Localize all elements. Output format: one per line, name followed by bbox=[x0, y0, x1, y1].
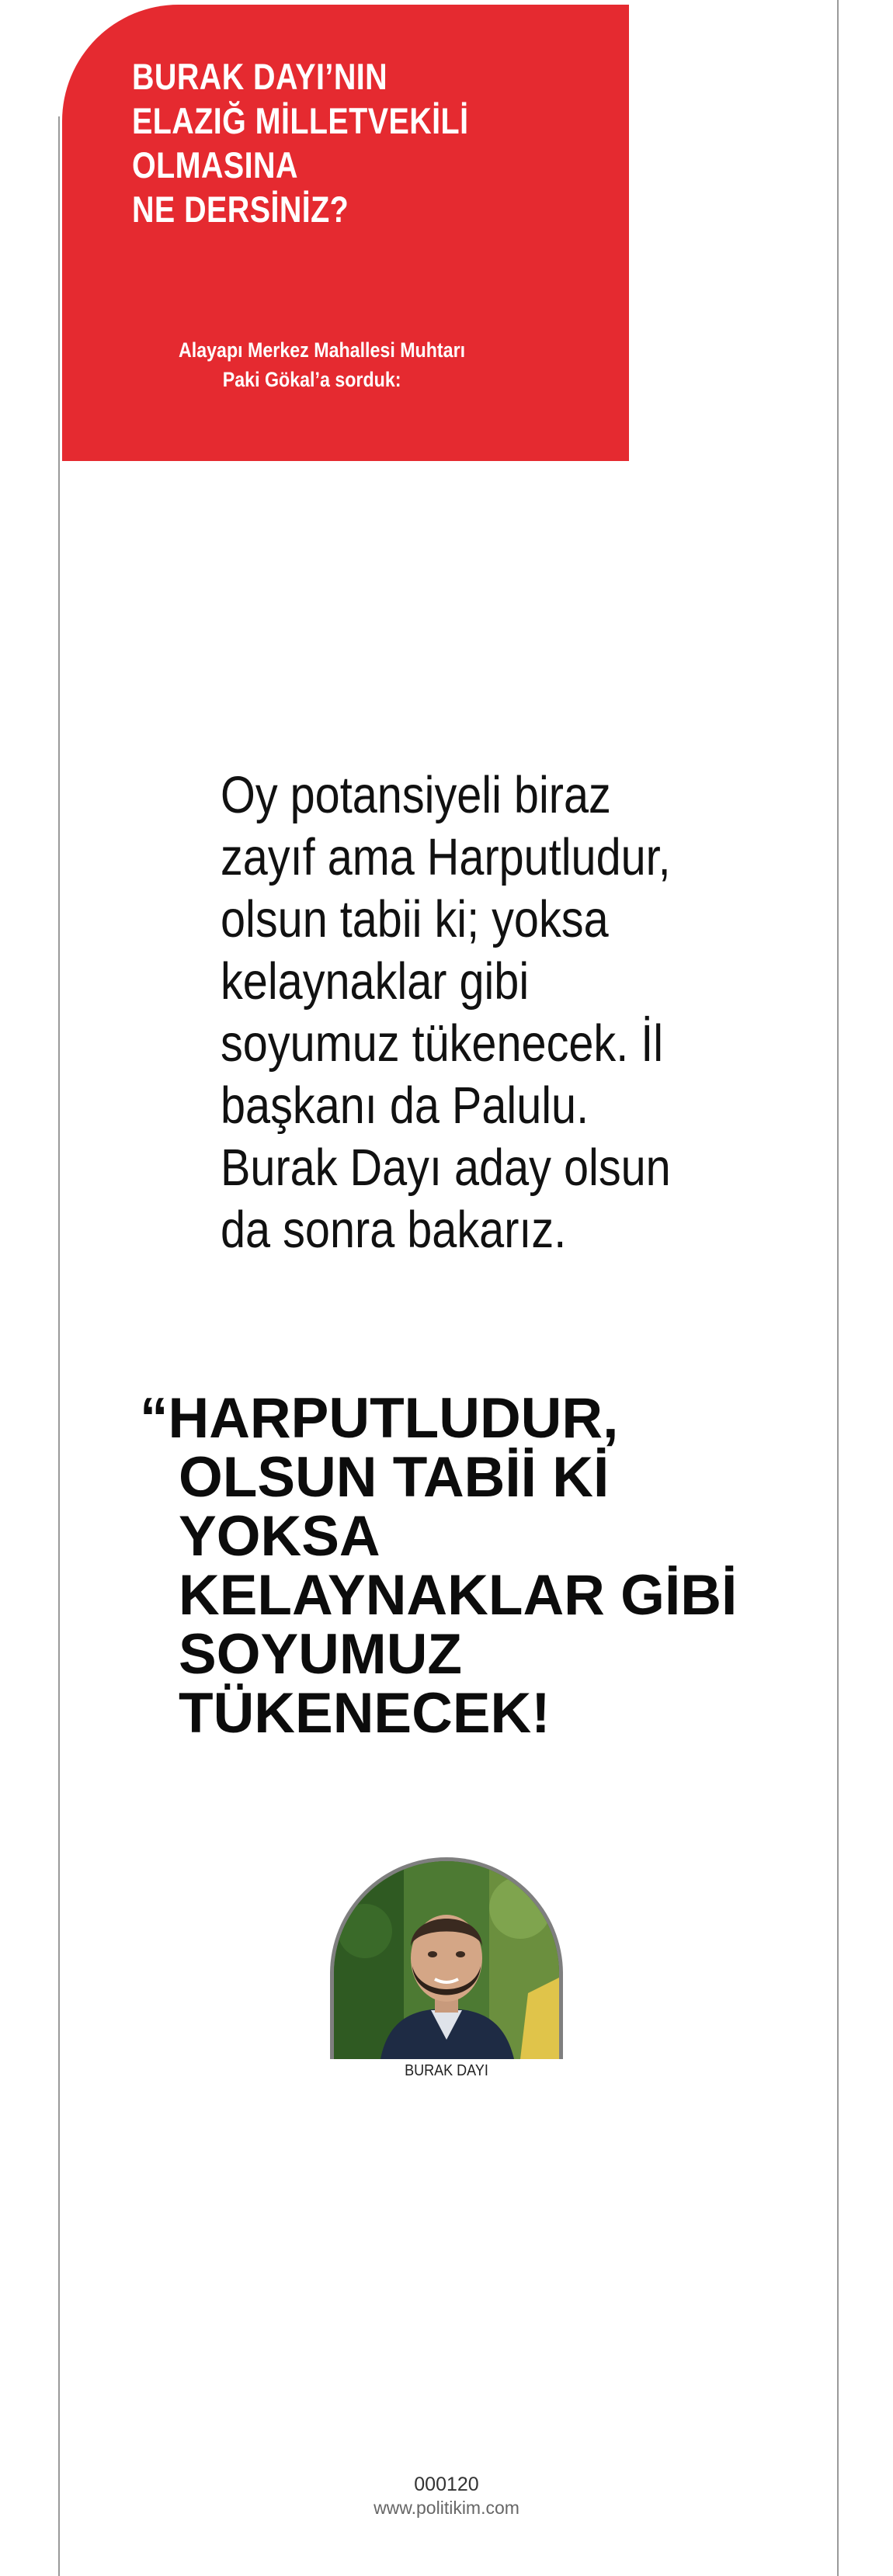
open-quote-mark: “ bbox=[140, 1387, 169, 1450]
intro-text bbox=[179, 335, 526, 394]
pull-quote-text: HARPUTLUDUR, bbox=[168, 1387, 619, 1450]
answer-line: olsun tabii ki; yoksa bbox=[221, 890, 609, 948]
intro-line: Paki Gökal’a sorduk: bbox=[222, 368, 401, 391]
headline-line: ELAZIĞ MİLLETVEKİLİ bbox=[132, 100, 469, 141]
pull-quote-line: SOYUMUZ bbox=[179, 1623, 462, 1686]
headline-line: OLMASINA bbox=[132, 144, 298, 185]
pull-quote-line: KELAYNAKLAR GİBİ bbox=[179, 1564, 738, 1627]
headline-line: NE DERSİNİZ? bbox=[132, 189, 349, 230]
portrait-illustration bbox=[334, 1861, 559, 2059]
answer-text bbox=[221, 764, 688, 1261]
pull-quote bbox=[140, 1389, 839, 1743]
headline-line: BURAK DAYI’NIN bbox=[132, 56, 388, 97]
pull-quote-line: YOKSA bbox=[179, 1505, 380, 1568]
portrait-caption: BURAK DAYI bbox=[405, 2062, 488, 2079]
left-column-rule bbox=[58, 116, 60, 2576]
answer-line: Oy potansiyeli biraz bbox=[221, 766, 611, 824]
answer-line: zayıf ama Harputludur, bbox=[221, 828, 671, 886]
footer-url: www.politikim.com bbox=[374, 2498, 519, 2518]
page-number: 000120 bbox=[414, 2474, 479, 2495]
answer-line: kelaynaklar gibi bbox=[221, 952, 530, 1011]
portrait-photo bbox=[330, 1857, 563, 2059]
pull-quote-line bbox=[140, 1389, 839, 1448]
answer-line: da sonra bakarız. bbox=[221, 1201, 567, 1259]
headline bbox=[132, 54, 523, 231]
intro-line: Alayapı Merkez Mahallesi Muhtarı bbox=[179, 338, 466, 362]
answer-line: soyumuz tükenecek. İl bbox=[221, 1014, 664, 1073]
answer-line: başkanı da Palulu. bbox=[221, 1077, 589, 1135]
right-column-rule bbox=[837, 0, 839, 2576]
pull-quote-line: OLSUN TABİİ Kİ bbox=[179, 1446, 610, 1509]
answer-line: Burak Dayı aday olsun bbox=[221, 1139, 671, 1197]
pull-quote-line: TÜKENECEK! bbox=[179, 1682, 551, 1745]
